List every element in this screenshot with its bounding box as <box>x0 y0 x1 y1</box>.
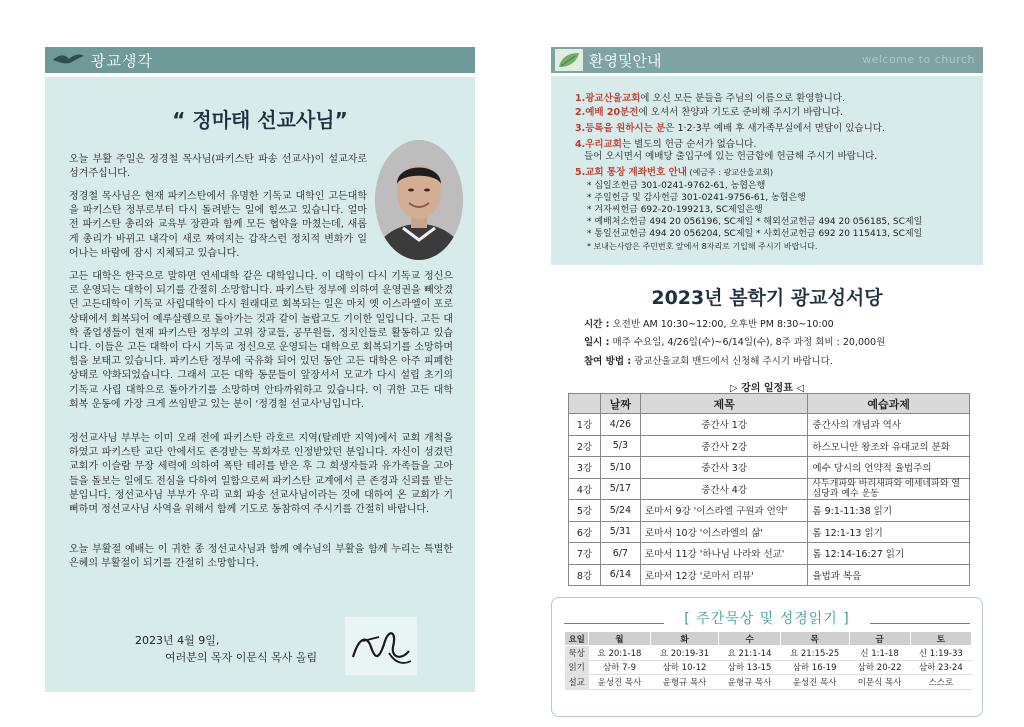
table-row: 5강 5/24 로마서 9강 '이스라엘 구원과 언약' 롬 9:1-11:38 읽기 <box>569 500 970 522</box>
letter-signoff: 여러분의 목자 이문식 목사 올림 <box>165 651 318 664</box>
meditation-title: [ 주간묵상 및 성경읽기 ] <box>684 611 850 627</box>
welcome-item-4-cont: 들어 오시면서 예배당 출입구에 있는 헌금함에 헌금해 주시기 바랍니다. <box>584 151 878 162</box>
table-row: 4강 5/17 중간사 4강 사두개파와 바리새파와 에세네파와 열심당과 예수 운동 <box>569 478 970 500</box>
paragraph-1: 오늘 부활 주일은 정경철 목사님(파키스탄 파송 선교사)이 설교자로 섬겨주십니다. <box>69 154 367 180</box>
schedule-header-row <box>569 394 970 414</box>
letter-date: 2023년 4월 9일, <box>135 634 220 647</box>
schedule-header-cell: 날짜 <box>600 394 640 414</box>
leaf-icon <box>555 49 583 71</box>
missionary-photo <box>375 140 463 260</box>
handwritten-signature <box>345 617 417 675</box>
table-row: 읽기 삼하 7-9 삼하 10-12 삼하 13-15 삼하 16-19 삼하 20-22 삼하 23-24 <box>565 660 972 675</box>
schedule-header-cell: 제목 <box>640 394 807 414</box>
table-row: 1강 4/26 중간사 1강 중간사의 개념과 역사 <box>569 414 970 436</box>
table-row: 묵상 요 20:1-18 요 20:19-31 요 21:1-14 요 21:15-25 신 1:1-18 신 1:19-33 <box>565 646 972 661</box>
account-line-5: * 통일선교헌금 494 20 056204, SC제일 * 사회선교헌금 692 20 115413, SC제일 <box>587 229 923 239</box>
schedule-header-cell: 예습과제 <box>808 394 970 414</box>
bird-icon <box>51 51 85 69</box>
account-note: * 보내는사람은 주민번호 앞에서 8자리로 기입해 주시기 바랍니다. <box>587 242 818 251</box>
paragraph-5: 오늘 부활절 예배는 이 귀한 종 정선교사님과 함께 예수님의 부활을 함께 누리는 특별한 은혜의 부활절이 되기를 간절히 소망합니다. <box>69 544 453 570</box>
right-section-header <box>551 47 983 73</box>
left-section-header <box>45 47 475 73</box>
pastor-column-panel <box>45 77 475 692</box>
right-header-title: 환영및안내 <box>589 51 662 70</box>
column-title: “ 정마태 선교사님” <box>172 108 348 132</box>
account-line-2: * 주일헌금 및 감사헌금 301-0241-9756-61, 농협은행 <box>587 193 806 203</box>
paragraph-3: 고든 대학은 한국으로 말하면 연세대학 같은 대학입니다. 이 대학이 다시 기독교 정신으로 운영되는 대학이 되기를 간절히 소망합니다. 파키스탄 정부에 의하여 운영권을 빼앗겼던 고든대학이 기독교 사립대학이 다시 원래대로 회복되는 일은 마치 옛 이스라엘이 포로상태에서 회복되어 예루살렘으로 돌아가는 것과 같이 놀랍고도 기이한 일입니다. 고든 대학 졸업생들이 현재 파키스탄 정부의 고위 장교들, 공무원들, 정치인들로 활동하고 있습니다. 이들은 고든 대학이 다시 기독교 정신으로 운영되는 대학으로 회복되기를 소망하며 힘을 보태고 있습니다. 파키스탄 정부에 국유화 되어 있던 동안 고든 대학은 아주 피폐한 상태로 약화되었습니다. 그래서 고든 대학 동문들이 앞장서서 모교가 다시 설립 초기의 기독교 사립 대학으로 돌아가기를 소망하며 안타까워하고 있습니다. 이 귀한 고든 대학 회복 운동에 가장 크게 쓰임받고 있는 분이 '정경철 선교사'님입니다. <box>69 271 453 410</box>
left-header-title: 광교생각 <box>91 51 153 70</box>
welcome-item-1: 1.광교산울교회에 오신 모든 분들을 주님의 이름으로 환영합니다. <box>575 93 845 104</box>
table-row: 3강 5/10 중간사 3강 예수 당시의 언약적 율법주의 <box>569 457 970 479</box>
course-signup: 참여 방법 : 광교산울교회 밴드에서 신청해 주시기 바랍니다. <box>584 356 833 367</box>
schedule-caption: ▷ 강의 일정표 ◁ <box>729 383 805 394</box>
paragraph-4: 정선교사님 부부는 이미 오래 전에 파키스탄 라호르 지역(탈레반 지역)에서 교회 개척을 하였고 파키스탄 교단 안에서도 존경받는 목회자로 인정받았던 분입니다. 자신이 섬겼던 교회가 이슬람 무장 세력에 의하여 폭탄 테러를 받은 후 그 희생자들과 유가족들을 고아들을 돌보는 일에도 전심을 다하여 일함으로써 파키스탄 교계에서 큰 존경과 신뢰를 받는 분입니다. 정선교사님 부부가 우리 교회 파송 선교사님이라는 것에 대하여 온 교회가 기뻐하며 정선교사님 사역을 위해서 함께 기도로 동참하여 주시기를 간절히 바랍니다. <box>69 433 453 516</box>
right-header-english: welcome to church <box>862 53 975 66</box>
paragraph-2: 정경철 목사님은 현재 파키스탄에서 유명한 기독교 대학인 고든대학을 파키스탄 정부로부터 다시 돌려받는 일에 힘쓰고 있습니다. 얼마 전 파키스탄 총리와 교육부 장관과 함께 모든 협약을 마쳤는데, 새롭게 총리가 바뀌고 내각이 새로 짜여지는 갑작스런 정치적 변화가 일어나는 바람에 잠시 지체되고 있습니다. <box>69 191 367 259</box>
table-row: 8강 6/14 로마서 12강 '로마서 리뷰' 율법과 복음 <box>569 564 970 586</box>
course-dates: 일시 : 매주 수요일, 4/26일(수)~6/14일(수), 8주 과정 회비 : 20,000원 <box>584 337 886 348</box>
schedule-header-cell <box>569 394 601 414</box>
weekly-meditation-box <box>551 597 983 717</box>
table-row: 설교 윤성진 목사 윤형규 목사 윤형규 목사 윤성진 목사 이문식 목사 스스로 <box>565 675 972 690</box>
bible-reading-table <box>564 631 972 690</box>
welcome-item-5: 5.교회 통장 계좌번호 안내 (예금주 : 광교산울교회) <box>575 167 774 178</box>
account-line-4: * 예배처소헌금 494 20 056196, SC제일 * 해외선교헌금 494 20 056185, SC제일 <box>587 217 923 227</box>
account-line-3: * 겨자씨헌금 692-20-199213, SC제일은행 <box>587 205 763 215</box>
table-row: 7강 6/7 로마서 11강 '하나님 나라와 선교' 롬 12:14-16:27 읽기 <box>569 543 970 565</box>
welcome-item-2: 2.예배 20분전에 오셔서 찬양과 기도로 준비해 주시기 바랍니다. <box>575 107 844 118</box>
table-row: 6강 5/31 로마서 10강 '이스라엘의 삶' 롬 12:1-13 읽기 <box>569 521 970 543</box>
course-title: 2023년 봄학기 광교성서당 <box>651 287 883 309</box>
bible-header-row: 요일 월 화 수 목 금 토 <box>565 632 972 646</box>
lecture-schedule-table <box>568 393 970 586</box>
welcome-item-4: 4.우리교회는 별도의 헌금 순서가 없습니다. <box>575 139 757 150</box>
course-time: 시간 : 오전반 AM 10:30~12:00, 오후반 PM 8:30~10:00 <box>584 319 834 330</box>
welcome-item-3: 3.등록을 원하시는 분은 1·2·3부 예배 후 새가족부실에서 면담이 있습니다. <box>575 123 885 134</box>
table-row: 2강 5/3 중간사 2강 하스모니안 왕조와 유대교의 분화 <box>569 435 970 457</box>
portrait-image <box>375 140 463 260</box>
account-line-1: * 십일조헌금 301-0241-9762-61, 농협은행 <box>587 181 766 191</box>
signature-block <box>135 632 317 666</box>
welcome-info-box <box>551 76 983 265</box>
